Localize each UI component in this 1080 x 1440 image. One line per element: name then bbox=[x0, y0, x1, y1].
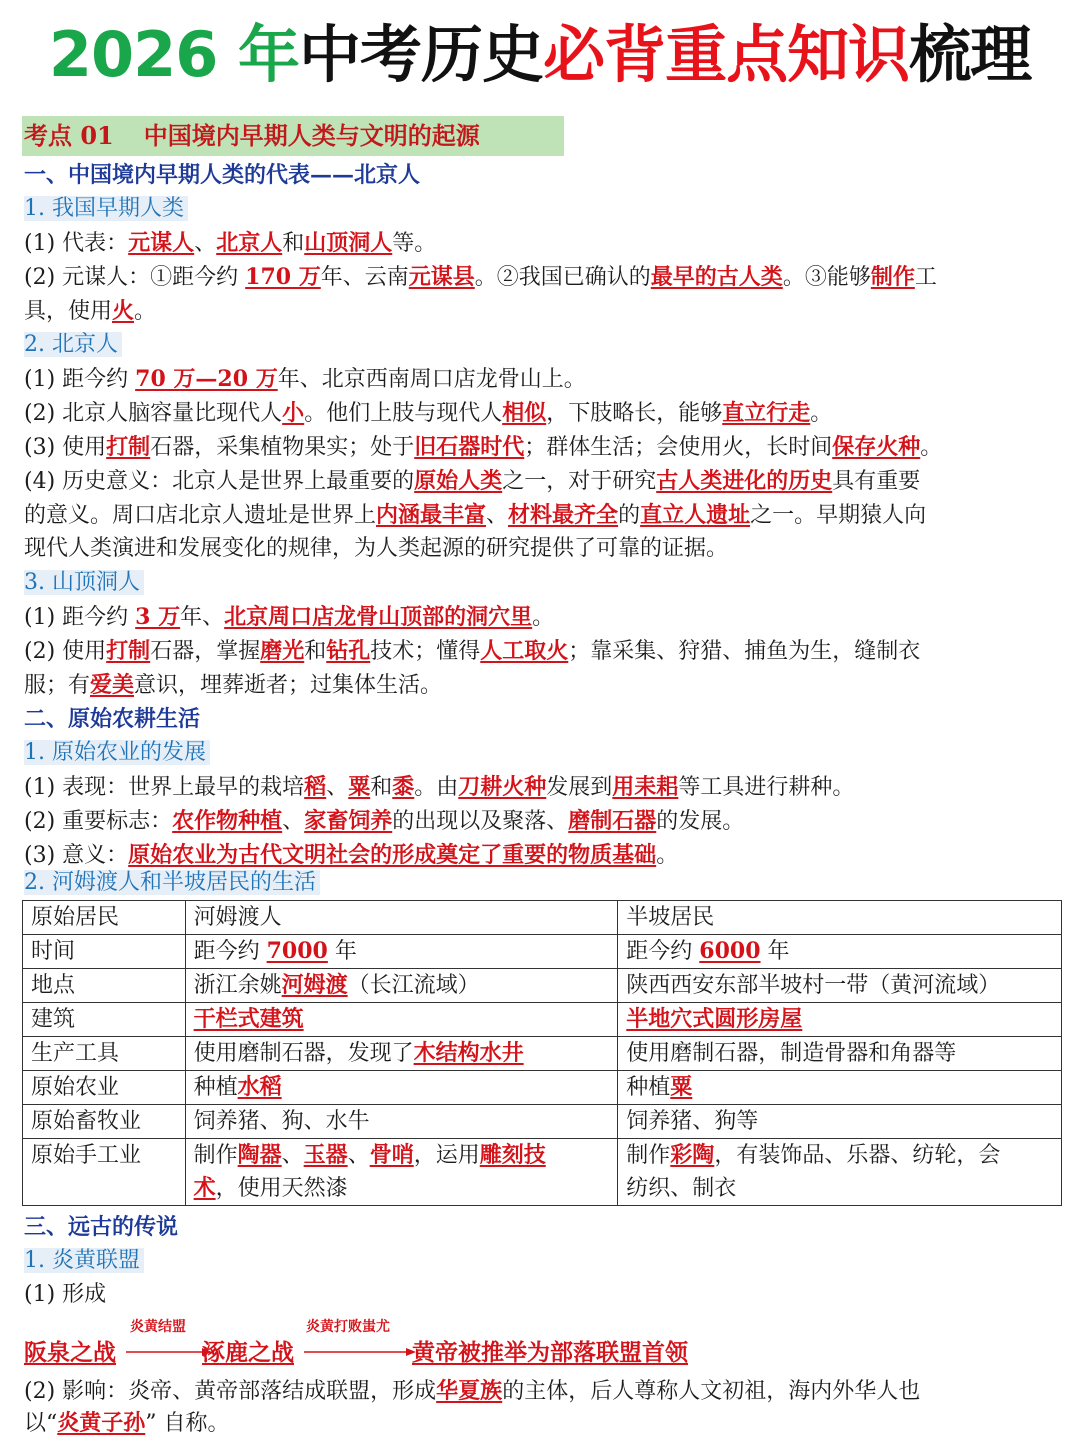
page-title bbox=[0, 14, 1080, 96]
table-row bbox=[23, 969, 1062, 1003]
key-term: 相似 bbox=[502, 400, 547, 426]
text-fragment: 。 bbox=[656, 843, 679, 868]
key-term: 原始农业为古代文明社会的形成奠定了重要的物质基础 bbox=[128, 842, 657, 868]
heading-3: 三、远古的传说 bbox=[24, 1214, 179, 1240]
key-term: 粟 bbox=[670, 1074, 693, 1100]
table-cell bbox=[185, 1071, 618, 1105]
table-cell bbox=[618, 935, 1062, 969]
flow-node-zhuolu: 涿鹿之战 bbox=[202, 1339, 294, 1366]
text-fragment: 石器，采集植物果实；处于 bbox=[150, 435, 415, 460]
text-line bbox=[24, 226, 1058, 260]
text-fragment: (3) 意义： bbox=[24, 843, 129, 868]
key-term: 人工取火 bbox=[480, 638, 569, 664]
key-term: 农作物种植 bbox=[172, 808, 283, 834]
key-term: 小 bbox=[282, 400, 305, 426]
table-cell: 使用磨制石器，制造骨器和角器等 bbox=[618, 1037, 1062, 1071]
key-term: 骨哨 bbox=[369, 1142, 414, 1168]
text-fragment: (1) 代表： bbox=[24, 231, 129, 256]
text-fragment: 发展到 bbox=[546, 775, 613, 800]
table-cell bbox=[618, 1003, 1062, 1037]
table-row bbox=[23, 935, 1062, 969]
key-term: 雕刻技 bbox=[479, 1142, 546, 1168]
key-term: 北京周口店龙骨山顶部的洞穴里 bbox=[224, 604, 533, 630]
key-term: 制作 bbox=[870, 264, 915, 290]
text-fragment: 、 bbox=[347, 1143, 370, 1168]
table-header-row bbox=[23, 901, 1062, 935]
text-line bbox=[24, 634, 1058, 668]
text-fragment: 。由 bbox=[414, 775, 459, 800]
text-fragment: 、 bbox=[194, 231, 217, 256]
text-fragment: (1) 表现：世界上最早的栽培 bbox=[24, 775, 305, 800]
text-fragment: 。②我国已确认的 bbox=[474, 265, 651, 290]
comparison-table bbox=[22, 900, 1062, 1206]
text-fragment: (2) 影响：炎帝、黄帝部落结成联盟，形成 bbox=[24, 1379, 437, 1404]
text-fragment: 年 bbox=[760, 939, 790, 964]
key-term: 河姆渡 bbox=[281, 972, 348, 998]
table-cell: 原始居民 bbox=[23, 901, 186, 935]
text-fragment: 。 bbox=[532, 605, 555, 630]
text-fragment: 制作 bbox=[193, 1143, 238, 1168]
key-term: 彩陶 bbox=[670, 1142, 715, 1168]
key-term: 火 bbox=[112, 298, 135, 324]
battle-flow-diagram bbox=[24, 1318, 1024, 1378]
text-fragment: 使用磨制石器，发现了 bbox=[193, 1041, 414, 1066]
text-fragment: 之一。早期猿人向 bbox=[750, 503, 927, 528]
text-line bbox=[24, 464, 1058, 498]
flow-node-banquan: 阪泉之战 bbox=[24, 1339, 116, 1366]
text-line bbox=[24, 770, 1058, 804]
text-fragment: 年、云南 bbox=[320, 265, 409, 290]
text-fragment: 。 bbox=[920, 435, 943, 460]
table-row bbox=[23, 1003, 1062, 1037]
section-name: 中国境内早期人类与文明的起源 bbox=[143, 121, 480, 150]
text-fragment: 种植 bbox=[193, 1075, 238, 1100]
key-term: 最早的古人类 bbox=[650, 264, 783, 290]
text-fragment: 具有重要 bbox=[832, 469, 921, 494]
title-subject: 中考历史 bbox=[299, 18, 544, 91]
key-term: 磨制石器 bbox=[568, 808, 657, 834]
table-row bbox=[23, 1071, 1062, 1105]
title-end: 梳理 bbox=[909, 18, 1032, 91]
text-fragment: 种植 bbox=[626, 1075, 671, 1100]
text-fragment: (2) 北京人脑容量比现代人 bbox=[24, 401, 283, 426]
text-fragment: 年 bbox=[327, 939, 357, 964]
key-term: 干栏式建筑 bbox=[193, 1006, 304, 1032]
text-fragment: 。③能够 bbox=[782, 265, 871, 290]
text-line bbox=[24, 294, 1058, 328]
section-code: 考点 01 bbox=[24, 121, 114, 150]
table-cell bbox=[185, 935, 618, 969]
table-cell: 半坡居民 bbox=[618, 901, 1062, 935]
text-fragment: 的意义。周口店北京人遗址是世界上 bbox=[24, 503, 377, 528]
title-year: 2026 年 bbox=[48, 18, 300, 91]
text-fragment: (1) 距今约 bbox=[24, 367, 136, 392]
flow-node-huangdi: 黄帝被推举为部落联盟首领 bbox=[412, 1339, 688, 1366]
table-cell bbox=[618, 1139, 1062, 1206]
table-cell bbox=[185, 1139, 618, 1206]
key-term: 原始人类 bbox=[414, 468, 503, 494]
key-term: 保存火种 bbox=[832, 434, 921, 460]
text-fragment: 。他们上肢与现代人 bbox=[304, 401, 503, 426]
text-line bbox=[24, 668, 1058, 702]
key-term: 家畜饲养 bbox=[304, 808, 393, 834]
key-term: 6000 bbox=[699, 938, 761, 964]
table-cell: 原始农业 bbox=[23, 1071, 186, 1105]
key-term: 内涵最丰富 bbox=[376, 502, 487, 528]
key-term: 直立人遗址 bbox=[640, 502, 751, 528]
text-fragment: 服；有 bbox=[24, 673, 91, 698]
text-line bbox=[24, 498, 1058, 532]
text-fragment: 、 bbox=[282, 809, 305, 834]
text-fragment: (2) 元谋人：①距今约 bbox=[24, 265, 246, 290]
text-fragment: 等工具进行耕种。 bbox=[678, 775, 855, 800]
heading-2: 二、原始农耕生活 bbox=[24, 706, 201, 732]
text-fragment: 的 bbox=[618, 503, 641, 528]
subheading-upper-cave-man bbox=[24, 566, 1058, 600]
title-highlight: 必背重点知识 bbox=[543, 18, 910, 91]
key-term: 用耒耜 bbox=[612, 774, 679, 800]
text-fragment: （长江流域） bbox=[347, 973, 480, 998]
heading-1: 一、中国境内早期人类的代表——北京人 bbox=[24, 162, 421, 188]
text-fragment: 以“ bbox=[24, 1411, 58, 1436]
text-line bbox=[24, 1374, 1058, 1408]
text-fragment: 技术；懂得 bbox=[370, 639, 481, 664]
key-term: 刀耕火种 bbox=[458, 774, 547, 800]
text-fragment: ；靠采集、狩猎、捕鱼为生，缝制衣 bbox=[568, 639, 921, 664]
key-term: 陶器 bbox=[237, 1142, 282, 1168]
text-fragment: 、 bbox=[486, 503, 509, 528]
text-fragment: ，有装饰品、乐器、纺轮，会 bbox=[714, 1143, 1001, 1168]
table-row bbox=[23, 1037, 1062, 1071]
subheading-early-humans bbox=[24, 192, 1058, 226]
text-fragment: 纺织、制衣 bbox=[626, 1176, 737, 1201]
key-term: 华夏族 bbox=[436, 1378, 503, 1404]
key-term: 北京人 bbox=[216, 230, 283, 256]
text-fragment: ，运用 bbox=[413, 1143, 480, 1168]
text-fragment: 之一，对于研究 bbox=[502, 469, 657, 494]
text-fragment: 浙江余姚 bbox=[193, 973, 282, 998]
key-term: 粟 bbox=[348, 774, 371, 800]
text-line: 现代人类演进和发展变化的规律，为人类起源的研究提供了可靠的证据。 bbox=[24, 536, 729, 561]
table-cell: 河姆渡人 bbox=[185, 901, 618, 935]
key-term: 170 万 bbox=[245, 264, 321, 290]
table-cell bbox=[618, 1071, 1062, 1105]
key-term: 元谋县 bbox=[408, 264, 475, 290]
key-term: 炎黄子孙 bbox=[57, 1410, 146, 1436]
subheading-agriculture bbox=[24, 736, 1058, 770]
text-fragment: ，下肢略长，能够 bbox=[546, 401, 723, 426]
text-fragment: (2) 重要标志： bbox=[24, 809, 173, 834]
text-fragment: 3. 山顶洞人 bbox=[24, 570, 144, 595]
text-fragment: ；群体生活；会使用火，长时间 bbox=[524, 435, 833, 460]
text-fragment: ” 自称。 bbox=[145, 1411, 230, 1436]
key-term: 3 万 bbox=[135, 604, 181, 630]
subheading-beijing-man bbox=[24, 328, 1058, 362]
text-fragment: (2) 使用 bbox=[24, 639, 107, 664]
table-row bbox=[23, 1105, 1062, 1139]
flow-label-defeat: 炎黄打败蚩尤 bbox=[306, 1319, 390, 1335]
text-fragment: (3) 使用 bbox=[24, 435, 107, 460]
text-fragment: 具，使用 bbox=[24, 299, 113, 324]
table-cell: 地点 bbox=[23, 969, 186, 1003]
subheading-hemudu-banpo bbox=[24, 866, 1058, 900]
table-cell: 饲养猪、狗等 bbox=[618, 1105, 1062, 1139]
key-term: 稻 bbox=[304, 774, 327, 800]
text-fragment: 、 bbox=[281, 1143, 304, 1168]
text-fragment: 。 bbox=[810, 401, 833, 426]
subheading-yanhuang bbox=[24, 1244, 1058, 1278]
text-fragment: 等。 bbox=[392, 231, 437, 256]
table-cell bbox=[185, 1037, 618, 1071]
table-cell bbox=[185, 969, 618, 1003]
text-fragment: 工 bbox=[914, 265, 937, 290]
text-line bbox=[24, 804, 1058, 838]
table-cell: 原始畜牧业 bbox=[23, 1105, 186, 1139]
table-cell: 生产工具 bbox=[23, 1037, 186, 1071]
key-term: 打制 bbox=[106, 434, 151, 460]
text-fragment: 年、北京西南周口店龙骨山上。 bbox=[277, 367, 586, 392]
text-fragment: 年、 bbox=[180, 605, 225, 630]
key-term: 山顶洞人 bbox=[304, 230, 393, 256]
key-term: 爱美 bbox=[90, 672, 135, 698]
key-term: 打制 bbox=[106, 638, 151, 664]
text-fragment: 1. 原始农业的发展 bbox=[24, 740, 210, 765]
text-fragment: 。 bbox=[134, 299, 157, 324]
text-fragment: 2. 北京人 bbox=[24, 332, 122, 357]
text-fragment: 距今约 bbox=[626, 939, 700, 964]
table-cell: 饲养猪、狗、水牛 bbox=[185, 1105, 618, 1139]
text-fragment: 意识，埋葬逝者；过集体生活。 bbox=[134, 673, 443, 698]
text-fragment: 距今约 bbox=[193, 939, 267, 964]
key-term: 玉器 bbox=[303, 1142, 348, 1168]
text-line bbox=[24, 396, 1058, 430]
key-term: 元谋人 bbox=[128, 230, 195, 256]
text-fragment: ，使用天然漆 bbox=[215, 1176, 348, 1201]
key-term: 磨光 bbox=[260, 638, 305, 664]
text-line bbox=[24, 362, 1058, 396]
text-fragment: 2. 河姆渡人和半坡居民的生活 bbox=[24, 870, 320, 895]
table-cell: 时间 bbox=[23, 935, 186, 969]
key-term: 古人类进化的历史 bbox=[656, 468, 833, 494]
text-fragment: (4) 历史意义：北京人是世界上最重要的 bbox=[24, 469, 415, 494]
text-line bbox=[24, 260, 1058, 294]
text-fragment: 制作 bbox=[626, 1143, 671, 1168]
table-cell bbox=[185, 1003, 618, 1037]
text-fragment: (1) 距今约 bbox=[24, 605, 136, 630]
table-cell: 原始手工业 bbox=[23, 1139, 186, 1206]
text-fragment: 、 bbox=[326, 775, 349, 800]
text-fragment: 和 bbox=[304, 639, 327, 664]
section-header bbox=[24, 116, 1058, 156]
text-fragment: 的出现以及聚落、 bbox=[392, 809, 569, 834]
key-term: 7000 bbox=[266, 938, 328, 964]
text-fragment: 的主体，后人尊称人文初祖，海内外华人也 bbox=[502, 1379, 921, 1404]
text-fragment: 1. 炎黄联盟 bbox=[24, 1248, 144, 1273]
text-line bbox=[24, 1406, 1058, 1440]
text-fragment: 的发展。 bbox=[656, 809, 745, 834]
key-term: 钻孔 bbox=[326, 638, 371, 664]
key-term: 直立行走 bbox=[722, 400, 811, 426]
text-fragment: 石器，掌握 bbox=[150, 639, 261, 664]
text-fragment: 和 bbox=[282, 231, 305, 256]
text-fragment: 1. 我国早期人类 bbox=[24, 196, 188, 221]
text-line: (1) 形成 bbox=[24, 1282, 107, 1307]
table-cell: 陕西西安东部半坡村一带（黄河流域） bbox=[618, 969, 1062, 1003]
text-line bbox=[24, 600, 1058, 634]
key-term: 黍 bbox=[392, 774, 415, 800]
key-term: 木结构水井 bbox=[413, 1040, 524, 1066]
flow-label-alliance: 炎黄结盟 bbox=[130, 1319, 186, 1335]
key-term: 术 bbox=[193, 1175, 216, 1201]
key-term: 70 万—20 万 bbox=[135, 366, 278, 392]
table-row bbox=[23, 1139, 1062, 1206]
text-fragment: 和 bbox=[370, 775, 393, 800]
table-cell: 建筑 bbox=[23, 1003, 186, 1037]
key-term: 旧石器时代 bbox=[414, 434, 525, 460]
key-term: 水稻 bbox=[237, 1074, 282, 1100]
key-term: 材料最齐全 bbox=[508, 502, 619, 528]
text-line bbox=[24, 430, 1058, 464]
key-term: 半地穴式圆形房屋 bbox=[626, 1006, 803, 1032]
